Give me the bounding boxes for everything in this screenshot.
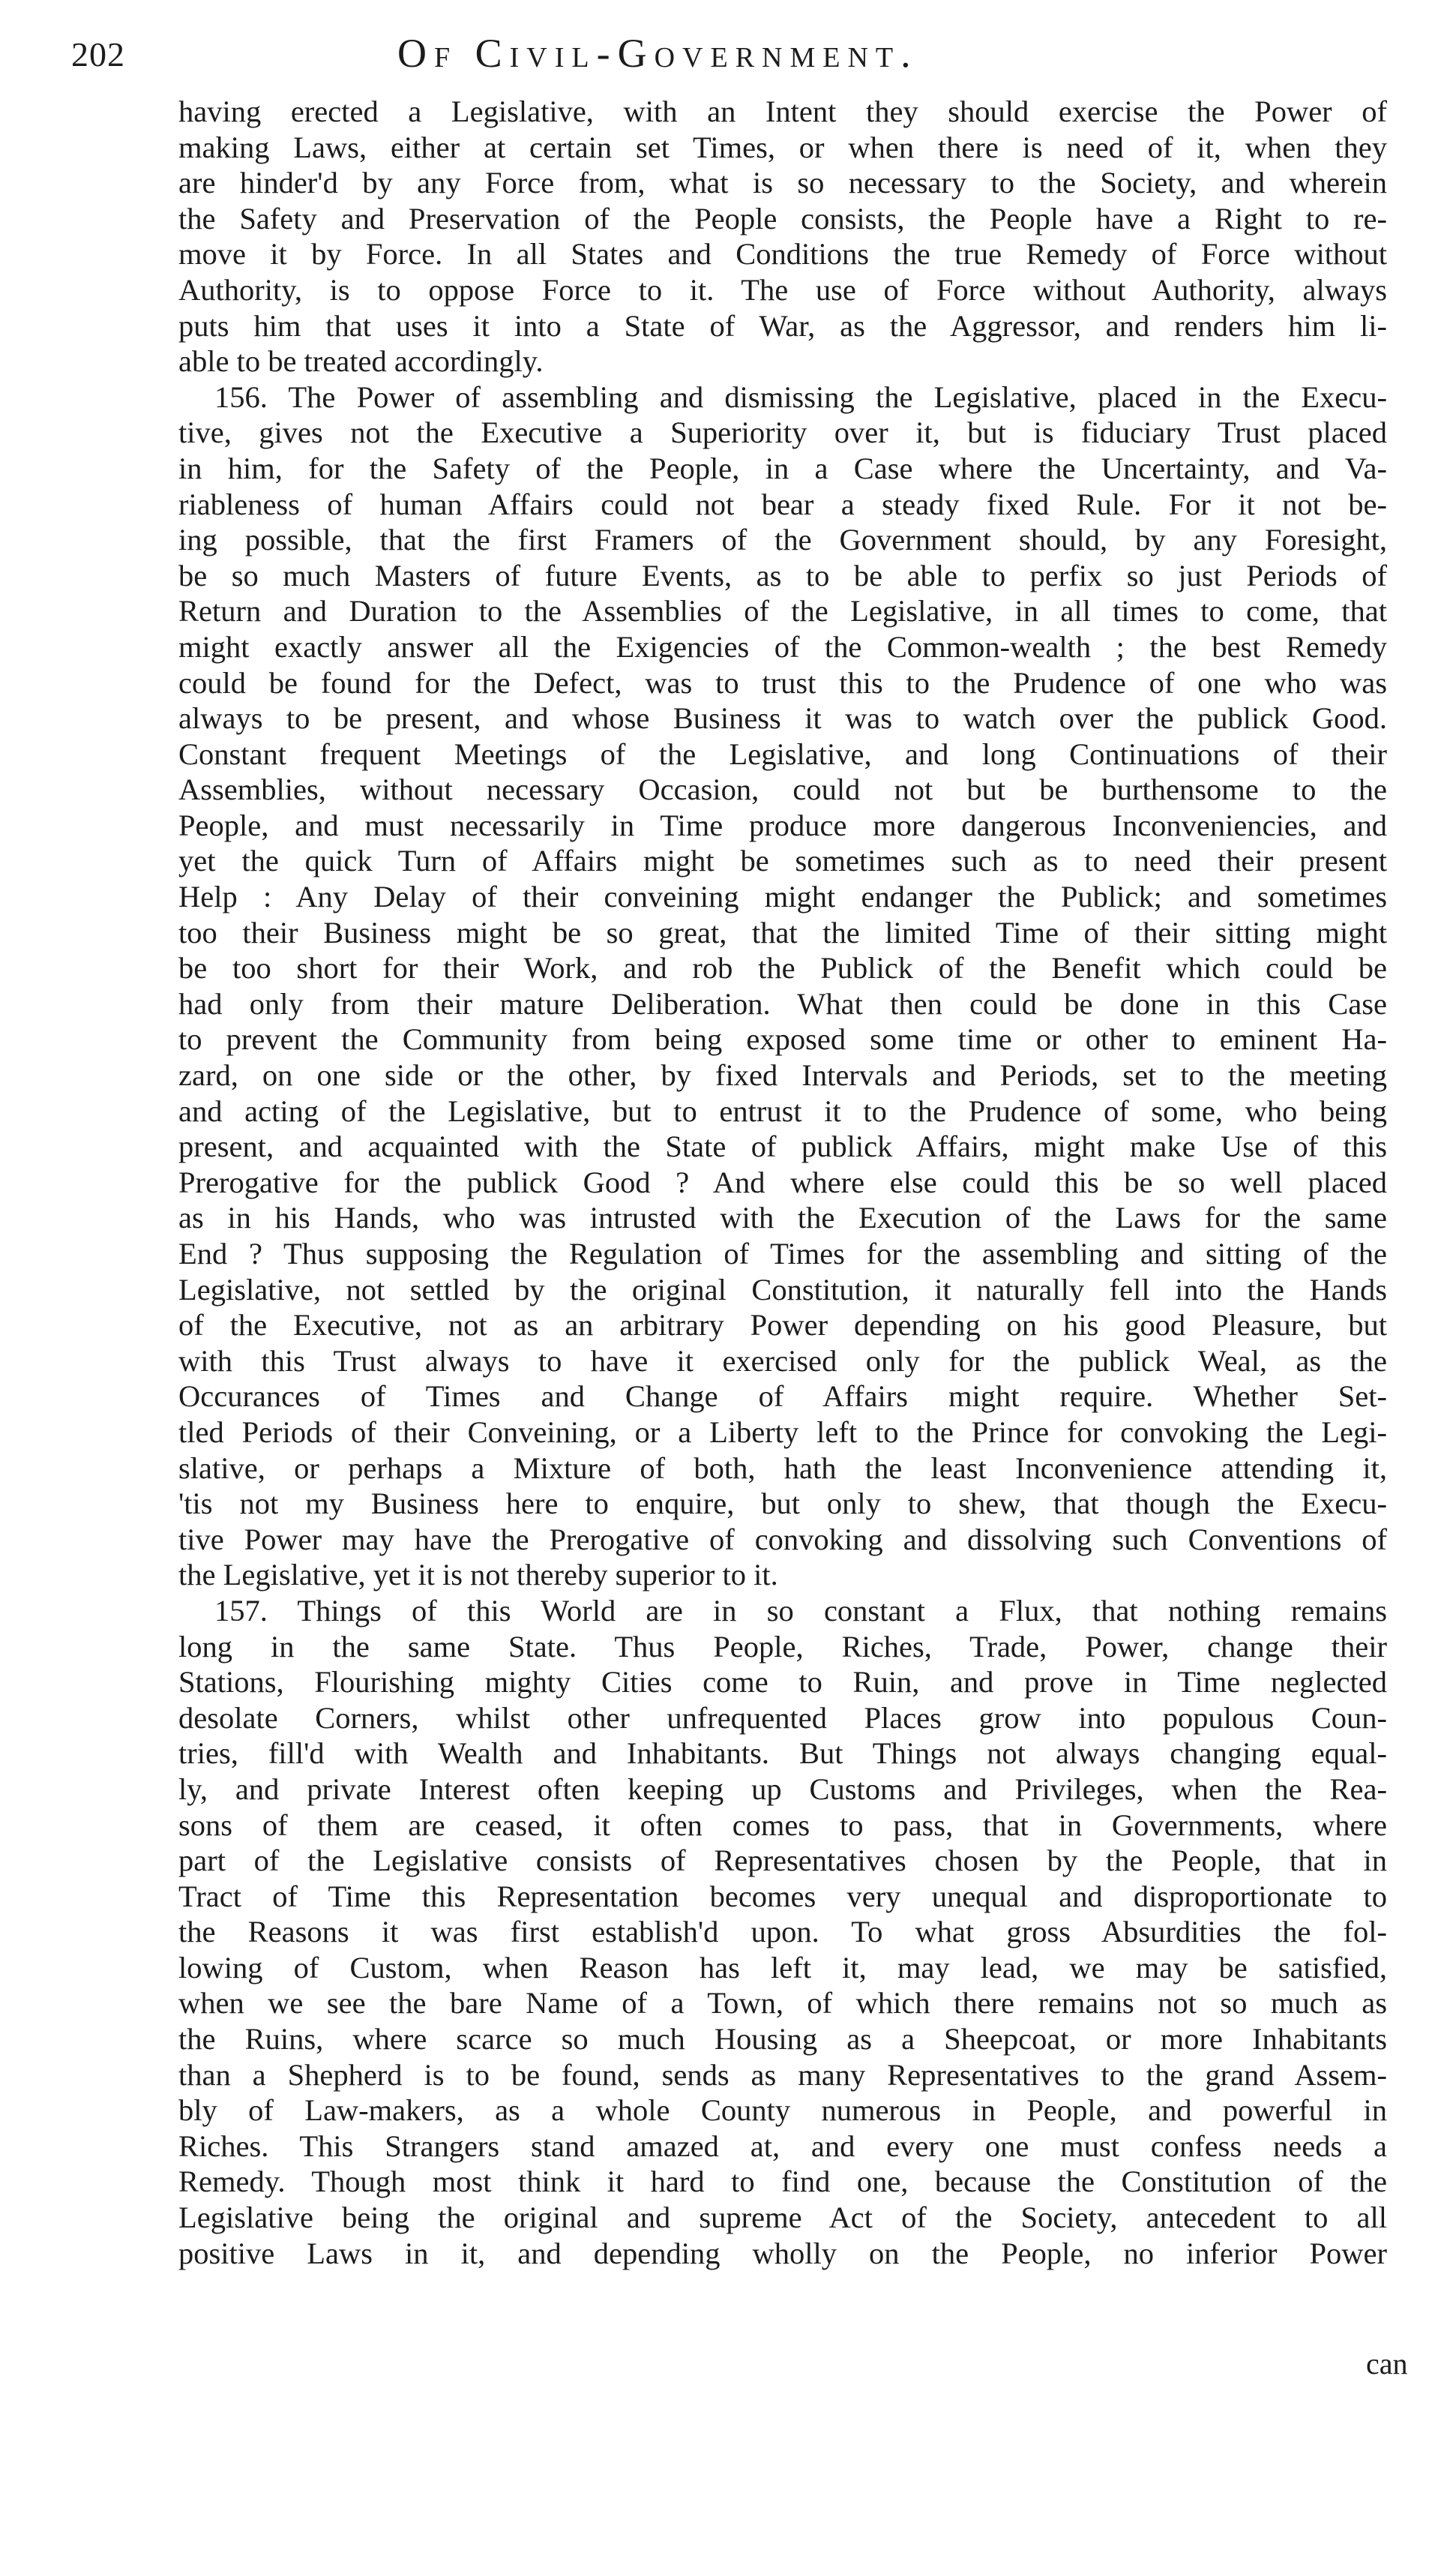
text-line: 157. Things of this World are in so constant a Flux, that nothing remains xyxy=(214,1593,1387,1628)
text-line: puts him that uses it into a State of War, as the Aggressor, and renders him li- xyxy=(178,308,1387,343)
text-line: desolate Corners, whilst other unfrequented Places grow into populous Coun- xyxy=(178,1700,1387,1735)
page-number: 202 xyxy=(71,35,125,74)
text-line: Stations, Flourishing mighty Cities come to Ruin, and prove in Time neglected xyxy=(178,1665,1387,1700)
text-line: with this Trust always to have it exercised only for the publick Weal, as the xyxy=(178,1343,1387,1378)
text-line: than a Shepherd is to be found, sends as many Representatives to the grand Assem- xyxy=(178,2057,1387,2092)
text-line: lowing of Custom, when Reason has left it, may lead, we may be satisfied, xyxy=(178,1950,1387,1984)
text-line: when we see the bare Name of a Town, of which there remains not so much as xyxy=(178,1986,1387,2020)
text-line: bly of Law-makers, as a whole County numerous in People, and powerful in xyxy=(178,2093,1387,2128)
running-head: Of Civil-Government. xyxy=(397,31,918,76)
text-line: People, and must necessarily in Time produce more dangerous Inconveniencies, and xyxy=(178,808,1387,842)
text-line: present, and acquainted with the State of publick Affairs, might make Use of this xyxy=(178,1130,1387,1164)
text-line: tled Periods of their Conveining, or a Liberty left to the Prince for convoking the Legi- xyxy=(178,1414,1387,1449)
text-line: the Legislative, yet it is not thereby superior to it. xyxy=(178,1558,778,1592)
text-line: tive Power may have the Prerogative of convoking and dissolving such Conventions of xyxy=(178,1522,1387,1556)
text-line: and acting of the Legislative, but to entrust it to the Prudence of some, who being xyxy=(178,1094,1387,1128)
text-line: able to be treated accordingly. xyxy=(178,344,544,379)
text-line: to prevent the Community from being exposed some time or other to eminent Ha- xyxy=(178,1022,1387,1057)
text-line: the Reasons it was first establish'd upon. To what gross Absurdities the fol- xyxy=(178,1915,1387,1949)
text-line: always to be present, and whose Business it was to watch over the publick Good. xyxy=(178,701,1387,736)
text-line: Legislative being the original and supreme Act of the Society, antecedent to all xyxy=(178,2200,1387,2235)
text-line: Tract of Time this Representation becomes very unequal and disproportionate to xyxy=(178,1879,1387,1913)
text-line: Authority, is to oppose Force to it. The use of Force without Authority, always xyxy=(178,272,1387,307)
text-line: be too short for their Work, and rob the Publick of the Benefit which could be xyxy=(178,951,1387,986)
text-line: Return and Duration to the Assemblies of the Legislative, in all times to come, that xyxy=(178,594,1387,628)
text-line: riableness of human Affairs could not bear a steady fixed Rule. For it not be- xyxy=(178,487,1387,521)
text-line: positive Laws in it, and depending wholly on the People, no inferior Power xyxy=(178,2236,1387,2270)
text-line: be so much Masters of future Events, as to be able to perfix so just Periods of xyxy=(178,558,1387,592)
text-line: having erected a Legislative, with an Intent they should exercise the Power of xyxy=(178,94,1387,128)
text-line: might exactly answer all the Exigencies of the Common-wealth ; the best Remedy xyxy=(178,629,1387,664)
text-line: making Laws, either at certain set Times, or when there is need of it, when they xyxy=(178,130,1387,164)
text-line: yet the quick Turn of Affairs might be sometimes such as to need their present xyxy=(178,844,1387,878)
text-line: zard, on one side or the other, by fixed Intervals and Periods, set to the meeting xyxy=(178,1058,1387,1093)
text-line: ing possible, that the first Framers of the Government should, by any Foresight, xyxy=(178,523,1387,557)
text-line: of the Executive, not as an arbitrary Power depending on his good Pleasure, but xyxy=(178,1308,1387,1342)
text-line: Legislative, not settled by the original Constitution, it naturally fell into the Hands xyxy=(178,1272,1387,1306)
text-line: 156. The Power of assembling and dismissing the Legislative, placed in the Execu- xyxy=(214,380,1387,414)
catchword: can xyxy=(1366,2347,1408,2380)
text-line: in him, for the Safety of the People, in a Case where the Uncertainty, and Va- xyxy=(178,451,1387,485)
text-line: had only from their mature Deliberation. What then could be done in this Case xyxy=(178,986,1387,1021)
text-line: part of the Legislative consists of Representatives chosen by the People, that in xyxy=(178,1844,1387,1878)
text-line: could be found for the Defect, was to trust this to the Prudence of one who was xyxy=(178,665,1387,700)
text-line: 'tis not my Business here to enquire, but only to shew, that though the Execu- xyxy=(178,1486,1387,1521)
text-line: the Ruins, where scarce so much Housing as a Sheepcoat, or more Inhabitants xyxy=(178,2022,1387,2056)
text-line: are hinder'd by any Force from, what is so necessary to the Society, and wherein xyxy=(178,166,1387,200)
body-text xyxy=(178,94,1387,2271)
text-line: Help : Any Delay of their conveining might endanger the Publick; and sometimes xyxy=(178,880,1387,914)
text-line: the Safety and Preservation of the People consists, the People have a Right to re- xyxy=(178,201,1387,236)
text-line: Remedy. Though most think it hard to find one, because the Constitution of the xyxy=(178,2164,1387,2199)
text-line: Assemblies, without necessary Occasion, could not but be burthensome to the xyxy=(178,772,1387,807)
text-line: as in his Hands, who was intrusted with the Execution of the Laws for the same xyxy=(178,1201,1387,1235)
text-line: Occurances of Times and Change of Affairs might require. Whether Set- xyxy=(178,1379,1387,1414)
text-line: tries, fill'd with Wealth and Inhabitants. But Things not always changing equal- xyxy=(178,1736,1387,1771)
text-line: long in the same State. Thus People, Riches, Trade, Power, change their xyxy=(178,1629,1387,1664)
page-header xyxy=(71,30,1271,90)
text-line: tive, gives not the Executive a Superiority over it, but is fiduciary Trust placed xyxy=(178,416,1387,450)
text-line: ly, and private Interest often keeping up Customs and Privileges, when the Rea- xyxy=(178,1772,1387,1806)
text-line: Prerogative for the publick Good ? And where else could this be so well placed xyxy=(178,1165,1387,1199)
text-line: Riches. This Strangers stand amazed at, and every one must confess needs a xyxy=(178,2128,1387,2163)
text-line: slative, or perhaps a Mixture of both, hath the least Inconvenience attending it, xyxy=(178,1450,1387,1485)
text-line: too their Business might be so great, that the limited Time of their sitting might xyxy=(178,915,1387,950)
text-line: move it by Force. In all States and Conditions the true Remedy of Force without xyxy=(178,237,1387,272)
text-line: Constant frequent Meetings of the Legislative, and long Continuations of their xyxy=(178,736,1387,771)
text-line: End ? Thus supposing the Regulation of Times for the assembling and sitting of the xyxy=(178,1237,1387,1270)
text-line: sons of them are ceased, it often comes to pass, that in Governments, where xyxy=(178,1808,1387,1842)
